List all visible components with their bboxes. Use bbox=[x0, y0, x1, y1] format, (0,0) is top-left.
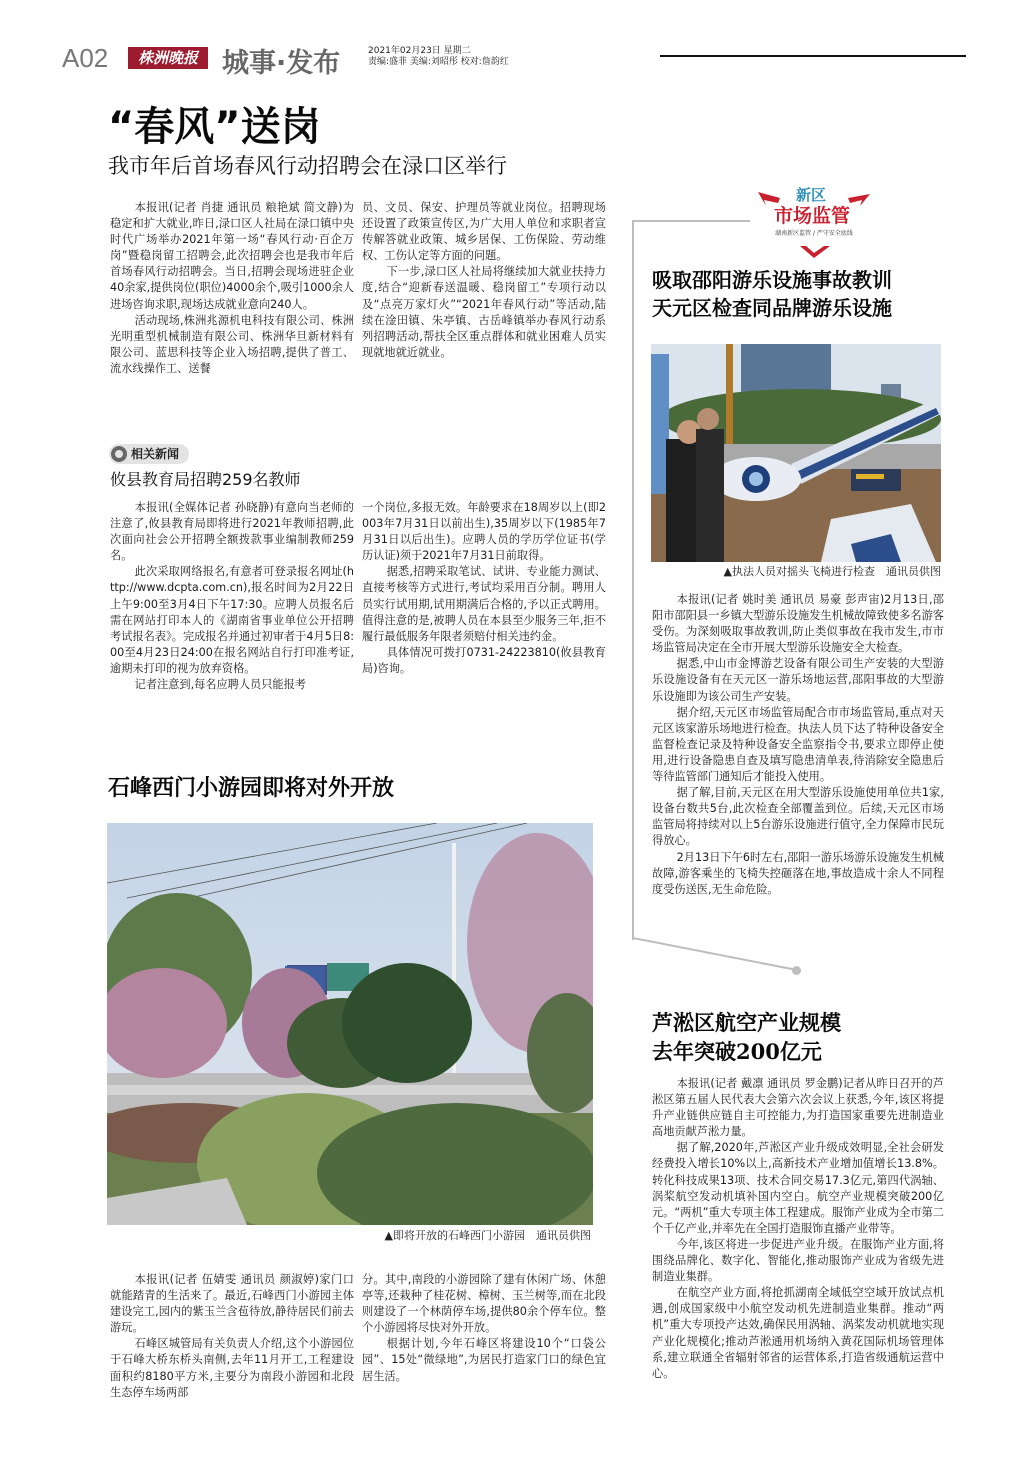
aviation-headline-line2: 去年突破200亿元 bbox=[652, 1039, 822, 1064]
park-col2 bbox=[362, 1272, 606, 1385]
headline-sub: 我市年后首场春风行动招聘会在渌口区举行 bbox=[108, 154, 507, 178]
box-frame-left bbox=[632, 220, 634, 940]
paragraph: 分。其中,南段的小游园除了建有休闲广场、休憩亭等,还栽种了桂花树、樟树、玉兰树等,而在北段则建设了一个林荫停车场,提供80余个停车位。整个小游园将尽快对外开放。 bbox=[362, 1273, 606, 1335]
paragraph: 在航空产业方面,将抢抓湖南全域低空空域开放试点机遇,创成国家级中小航空发动机先进制造业集群。推动“两机”重大专项投产达效,确保民用涡轴、涡桨发动机就地实现产业化规模化;推动芦淞通用机场纳入黄花国际机场管理体系,建立联通全省辐射邻省的运营体系,打造省级通航运营中心。 bbox=[652, 1286, 944, 1380]
paragraph: 下一步,渌口区人社局将继续加大就业扶持力度,结合“迎新春送温暖、稳岗留工”专项行动以及“点亮万家灯火”“2021年春风行动”等活动,陆续在淦田镇、朱亭镇、古岳峰镇举办春风行动系列招聘活动,帮扶全区重点群体和就业困难人员实现就地就近就业。 bbox=[362, 265, 606, 359]
paragraph: 本报讯(记者 肖捷 通讯员 粮艳斌 简文静)为稳定和扩大就业,昨日,渌口区人社局在渌口镇中央时代广场举办2021年第一场“春风行动·百企万岗”暨稳岗留工招聘会,此次招聘会也是我市年后首场春风行动招聘会。当日,招聘会现场进驻企业40余家,提供岗位(职位)4000余个,吸引1000余人进场咨询求职,现场达成就业意向240人。 bbox=[110, 201, 354, 311]
page-number: A02 bbox=[62, 43, 109, 73]
header-rule bbox=[660, 55, 966, 57]
aviation-body bbox=[652, 1076, 944, 1382]
paragraph: 本报讯(记者 伍婧雯 通讯员 颜淑婷)家门口就能踏青的生活来了。最近,石峰西门小游园主体建设完工,园内的紫玉兰含苞待放,静待居民们前去游玩。 bbox=[110, 1273, 354, 1335]
box-frame-dot bbox=[792, 966, 801, 975]
speech-bubble-icon bbox=[111, 446, 127, 462]
aviation-headline bbox=[652, 1008, 841, 1066]
related-news-tag bbox=[109, 444, 189, 464]
paragraph: 今年,该区将进一步促进产业升级。在服饰产业方面,将围绕品牌化、数字化、智能化,推动服饰产业成为省级先进制造业集群。 bbox=[652, 1237, 944, 1284]
paragraph: 一个岗位,多报无效。年龄要求在18周岁以上(即2003年7月31日以前出生),35周岁以下(1985年7月31日以后出生)。应聘人员的学历学位证书(学历认证)须于2021年7月31日前取得。 bbox=[362, 501, 606, 563]
paragraph: 本报讯(全媒体记者 孙晓静)有意向当老师的注意了,攸县教育局即将进行2021年教师招聘,此次面向社会公开招聘全额拨款事业编制教师259名。 bbox=[110, 501, 354, 563]
paragraph: 石峰区城管局有关负责人介绍,这个小游园位于石峰大桥东桥头南侧,去年11月开工,工程建设面积约8180平方米,主要分为南段小游园和北段生态停车场两部 bbox=[110, 1337, 354, 1399]
aviation-headline-line1: 芦淞区航空产业规模 bbox=[652, 1010, 841, 1035]
rides-headline-line1: 吸取邵阳游乐设施事故教训 bbox=[652, 268, 892, 292]
dateline bbox=[368, 46, 509, 68]
headline-main: “春风”送岗 bbox=[108, 104, 321, 150]
box-frame-diagonal bbox=[630, 935, 810, 980]
main-article-col2 bbox=[362, 200, 606, 361]
rides-photo bbox=[651, 344, 941, 562]
paper-logo: 株洲晚报 bbox=[128, 47, 208, 69]
related-col1 bbox=[110, 500, 354, 693]
related-news-label: 相关新闻 bbox=[131, 447, 180, 461]
park-photo bbox=[107, 823, 593, 1225]
editor-credits: 责编:盛菲 美编:刘昭彤 校对:詹韵红 bbox=[368, 57, 509, 67]
rides-headline-line2: 天元区检查同品牌游乐设施 bbox=[652, 296, 892, 320]
related-headline: 攸县教育局招聘259名教师 bbox=[110, 470, 301, 489]
park-headline: 石峰西门小游园即将对外开放 bbox=[108, 775, 395, 801]
paragraph: 2月13日下午6时左右,邵阳一游乐场游乐设施发生机械故障,游客乘坐的飞椅失控砸落在地,事故造成十余人不同程度受伤送医,无生命危险。 bbox=[652, 850, 944, 896]
paragraph: 根据计划,今年石峰区将建设10个“口袋公园”、15处“微绿地”,为居民打造家门口的绿色宜居生活。 bbox=[362, 1337, 606, 1383]
related-col2 bbox=[362, 500, 606, 677]
paragraph: 活动现场,株洲兆源机电科技有限公司、株洲光明重型机械制造有限公司、株洲华旦新材料有限公司、蓝思科技等企业入场招聘,提供了普工、流水线操作工、送餐 bbox=[110, 313, 354, 375]
paragraph: 本报讯(记者 戴凛 通讯员 罗金鹏)记者从昨日召开的芦淞区第五届人民代表大会第六次会议上获悉,今年,该区将提升产业链供应链自主可控能力,为打造国家重要先进制造业高地贡献芦淞力量。 bbox=[652, 1077, 944, 1139]
paragraph: 此次采取网络报名,有意者可登录报名网址(http://www.dcpta.com.cn),报名时间为2月22日上午9:00至3月4日下午17:30。应聘人员报名后需在网站打印本人的《湖南省事业单位公开招聘考试报名表》。完成报名并通过初审者于4月5日8:00至4月23日24:00在报名网站自行打印准考证,逾期未打印的视为放弃资格。 bbox=[110, 565, 354, 675]
badge-top-text: 新区 bbox=[796, 186, 827, 204]
rides-headline bbox=[652, 266, 892, 322]
rides-body bbox=[652, 592, 944, 898]
rides-photo-image bbox=[651, 344, 941, 562]
paragraph: 记者注意到,每名应聘人员只能报考 bbox=[134, 678, 306, 692]
issue-date: 2021年02月23日 星期二 bbox=[368, 46, 471, 56]
main-article-col1 bbox=[110, 200, 354, 377]
paragraph: 据了解,2020年,芦淞区产业升级成效明显,全社会研发经费投入增长10%以上,高新技术产业增加值增长13.8%。转化科技成果13项、技术合同交易17.3亿元,第四代涡轴、涡桨航空发动机填补国内空白。航空产业规模突破200亿元。“两机”重大专项主体工程建成。服饰产业成为全市第二个千亿产业,并率先在全国打造服饰直播产业带等。 bbox=[652, 1141, 944, 1235]
badge-main-text: 市场监管 bbox=[774, 205, 851, 227]
paragraph: 具体情况可拨打0731-24223810(攸县教育局)咨询。 bbox=[362, 645, 606, 675]
park-photo-caption: ▲即将开放的石峰西门小游园 通讯员供图 bbox=[384, 1229, 591, 1242]
paragraph: 据悉,招聘采取笔试、试讲、专业能力测试、直接考核等方式进行,考试均采用百分制。聘用人员实行试用期,试用期满后合格的,予以正式聘用。值得注意的是,被聘人员在本县至少服务三年,拒不履行最低服务年限者须赔付相关违约金。 bbox=[362, 565, 606, 643]
badge-small-text: 湖南新区监管 / 严守安全底线 bbox=[775, 230, 853, 237]
market-regulation-badge bbox=[752, 184, 876, 258]
paragraph: 据悉,中山市金博游艺设备有限公司生产安装的大型游乐设施设备有在天元区一游乐场地运营,邵阳事故的大型游乐设施即为该公司生产安装。 bbox=[652, 657, 944, 703]
paragraph: 员、文员、保安、护理员等就业岗位。招聘现场还设置了政策宣传区,为广大用人单位和求职者宣传解答就业政策、城乡居保、工伤保险、劳动维权、工伤认定等方面的问题。 bbox=[362, 201, 606, 263]
paragraph: 据介绍,天元区市场监管局配合市市场监管局,重点对天元区该家游乐场地进行检查。执法人员下达了特种设备安全监督检查记录及特种设备安全监察指令书,要求立即停止使用,进行设备隐患自查及填写隐患清单表,待消除安全隐患后等待监管部门通知后才能投入使用。 bbox=[652, 705, 944, 784]
section-title: 城事·发布 bbox=[222, 48, 341, 79]
paragraph: 据了解,目前,天元区在用大型游乐设施使用单位共1家,设备台数共5台,此次检查全部覆盖到位。后续,天元区市场监管局将持续对以上5台游乐设施进行值守,全力保障市民玩得放心。 bbox=[652, 786, 944, 848]
park-col1 bbox=[110, 1272, 354, 1401]
rides-photo-caption: ▲执法人员对摇头飞椅进行检查 通讯员供图 bbox=[723, 565, 941, 578]
park-photo-image bbox=[107, 823, 593, 1225]
box-frame-top bbox=[632, 220, 750, 222]
paragraph: 本报讯(记者 姚时美 通讯员 易豪 彭声宙)2月13日,邵阳市邵阳县一乡镇大型游乐设施发生机械故障致使多名游客受伤。为深刻吸取事故教训,防止类似事故在我市发生,市市场监管局决定在全市开展大型游乐设施安全大检查。 bbox=[652, 593, 944, 655]
